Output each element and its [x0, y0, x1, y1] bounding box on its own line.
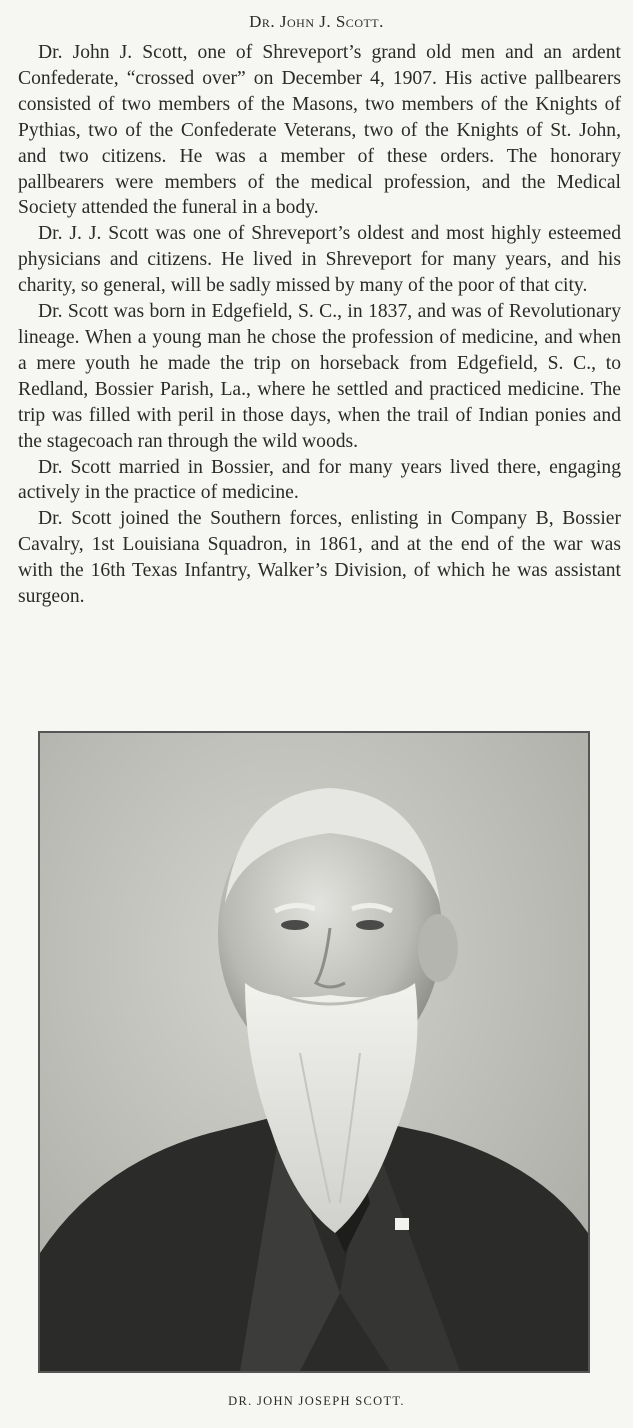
portrait-illustration	[40, 733, 588, 1371]
article-body	[18, 40, 621, 610]
photo-caption: DR. JOHN JOSEPH SCOTT.	[228, 1394, 405, 1408]
article-title: Dr. John J. Scott.	[249, 12, 384, 31]
paragraph-3: Dr. Scott was born in Edgefield, S. C., in 1837, and was of Revolutionary lineage. When a young man he chose the profession of medicine, and when a mere youth he made the trip on horseback from Edgefield, S. C., to Redland, Bossier Parish, La., where he settled and practiced medicine. The trip was filled with peril in those days, when the trail of Indian ponies and the stagecoach ran through the wild woods.	[18, 301, 621, 452]
paragraph-4: Dr. Scott married in Bossier, and for many years lived there, engaging actively in the practice of medicine.	[18, 456, 621, 504]
paragraph-1: Dr. John J. Scott, one of Shreveport’s grand old men and an ardent Confederate, “crossed over” on December 4, 1907. His active pallbearers consisted of two members of the Masons, two members of the Knights of Pythias, two of the Confederate Veterans, two of the Knights of St. John, and two citizens. He was a member of these orders. The honorary pallbearers were members of the medical profession, and the Medical Society attended the funeral in a body.	[18, 42, 621, 219]
paragraph-5: Dr. Scott joined the Southern forces, enlisting in Company B, Bossier Cavalry, 1st Louisiana Squadron, in 1861, and at the end of the war was with the 16th Texas Infantry, Walker’s Division, of which he was assistant surgeon.	[18, 508, 621, 608]
portrait-photo	[38, 731, 590, 1373]
paragraph-2: Dr. J. J. Scott was one of Shreveport’s oldest and most highly esteemed physicians and citizens. He lived in Shreveport for many years, and his charity, so general, will be sadly missed by many of the poor of that city.	[18, 223, 621, 297]
